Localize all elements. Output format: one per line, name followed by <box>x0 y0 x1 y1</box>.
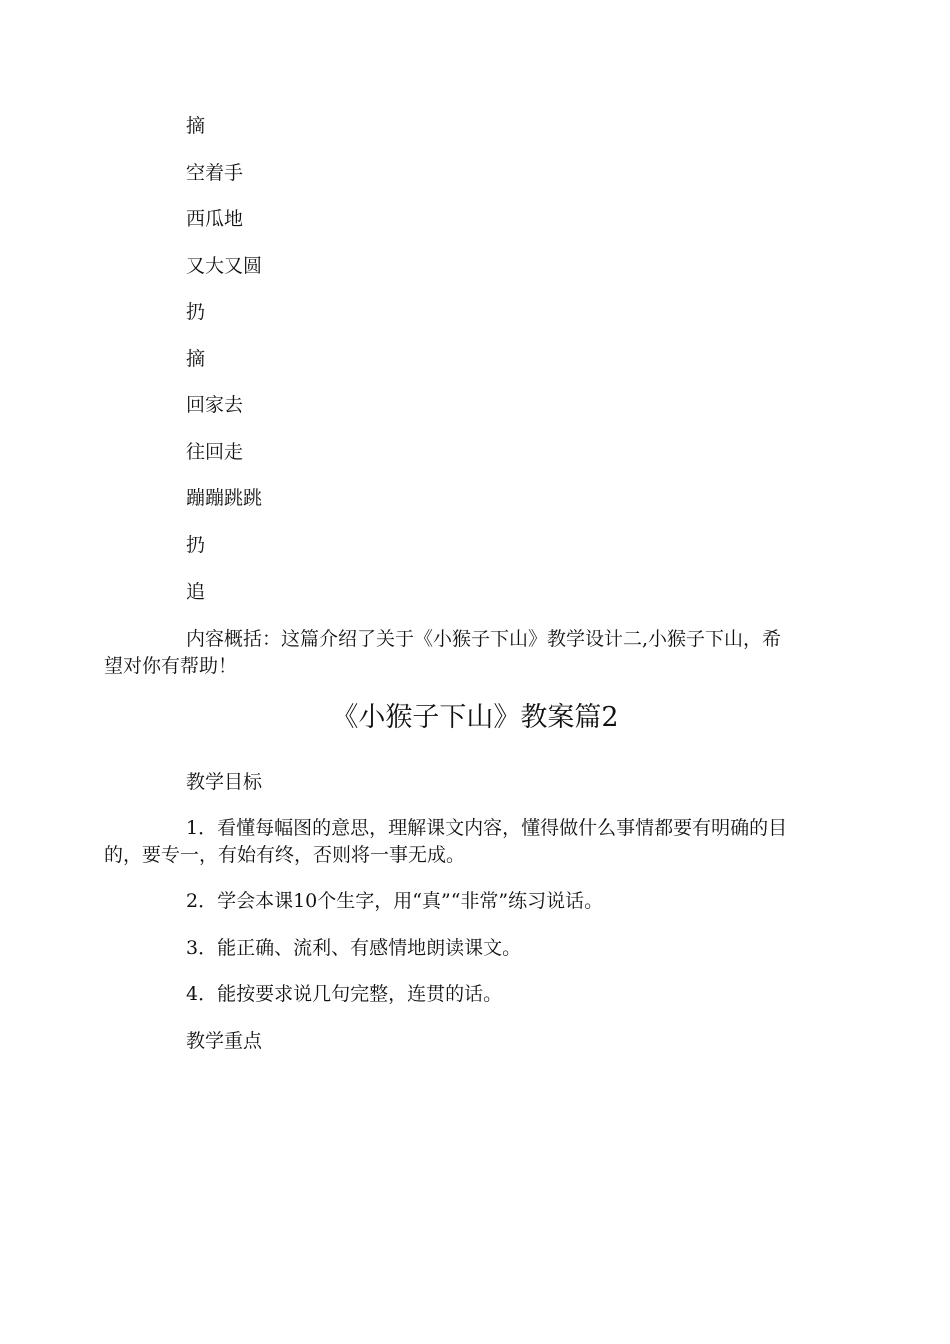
summary-line-2: 望对你有帮助！ <box>104 655 238 677</box>
section-heading: 《小猴子下山》教案篇2 <box>331 702 619 733</box>
word-item: 西瓜地 <box>186 208 244 230</box>
word-item: 摘 <box>186 348 206 370</box>
word-item: 回家去 <box>186 394 244 416</box>
objective-1-line-1: 1．看懂每幅图的意思，理解课文内容，懂得做什么事情都要有明确的目 <box>186 817 788 839</box>
summary-line-1: 内容概括：这篇介绍了关于《小猴子下山》教学设计二,小猴子下山，希 <box>186 628 782 650</box>
objective-4: 4．能按要求说几句完整，连贯的话。 <box>186 983 503 1005</box>
word-item: 蹦蹦跳跳 <box>186 487 263 509</box>
word-item: 追 <box>186 581 206 603</box>
objective-3: 3．能正确、流利、有感情地朗读课文。 <box>186 937 522 959</box>
word-item: 空着手 <box>186 162 244 184</box>
word-item: 又大又圆 <box>186 255 263 277</box>
word-item: 扔 <box>186 534 206 556</box>
key-points-title: 教学重点 <box>186 1030 263 1052</box>
word-item: 往回走 <box>186 441 244 463</box>
objective-1-line-2: 的，要专一，有始有终，否则将一事无成。 <box>104 844 466 866</box>
word-item: 摘 <box>186 115 206 137</box>
objective-2: 2．学会本课10个生字，用“真”“非常”练习说话。 <box>186 890 604 912</box>
objectives-title: 教学目标 <box>186 771 263 793</box>
word-item: 扔 <box>186 301 206 323</box>
